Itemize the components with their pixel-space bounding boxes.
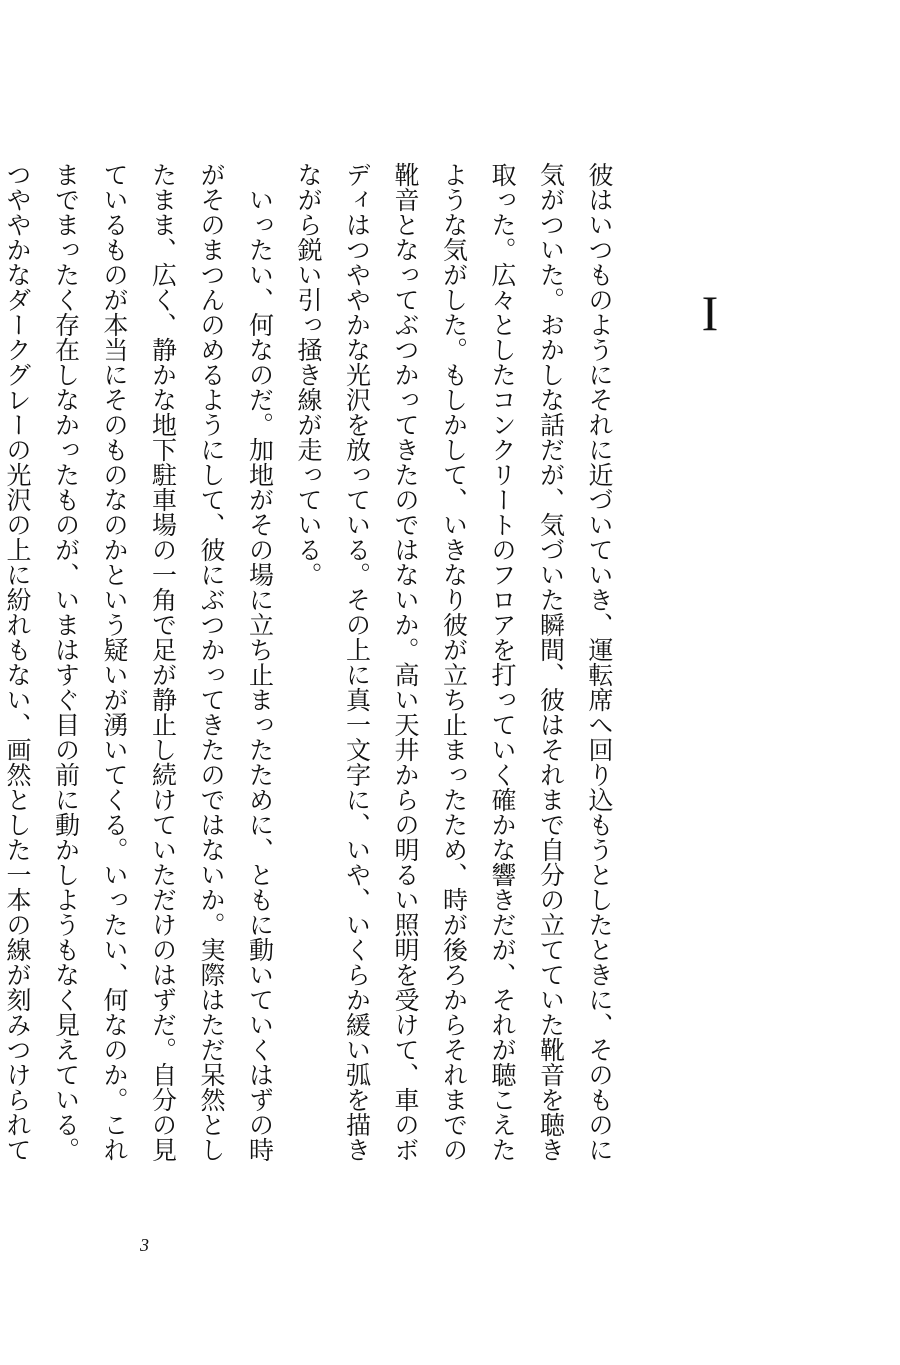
body-text — [3, 162, 623, 1182]
chapter-numeral: I — [701, 285, 719, 341]
paragraph-2: いったい、何なのだ。加地がその場に立ち止まったために、ともに動いていくはずの時がそのまつんのめるようにして、彼にぶつかってきたのではないか。実際はただ呆然としたまま、広く、静かな地下駐車場の一角で足が静止し続けていただけのはずだ。自分の見ているものが本当にそのものなのかという疑いが湧いてくる。いったい、何なのか。これまでまったく存在しなかったものが、いまはすぐ目の前に動かしようもなく見えている。つややかなダークグレーの光沢の上に紛れもない、画然とした一本の線が刻みつけられて — [3, 162, 275, 1162]
page-number: 3 — [140, 1235, 149, 1255]
paragraph-1: 彼はいつものようにそれに近づいていき、運転席へ回り込もうとしたときに、そのものに気がついた。おかしな話だが、気づいた瞬間、彼はそれまで自分の立てていた靴音を聴き取った。広々としたコンクリートのフロアを打っていく確かな響きだが、それが聴こえたような気がした。もしかして、いきなり彼が立ち止まったため、時が後ろからそれまでの靴音となってぶつかってきたのではないか。高い天井からの明るい照明を受けて、車のボディはつややかな光沢を放っている。その上に真一文字に、いや、いくらか緩い弧を描きながら鋭い引っ掻き線が走っている。 — [294, 162, 614, 1162]
